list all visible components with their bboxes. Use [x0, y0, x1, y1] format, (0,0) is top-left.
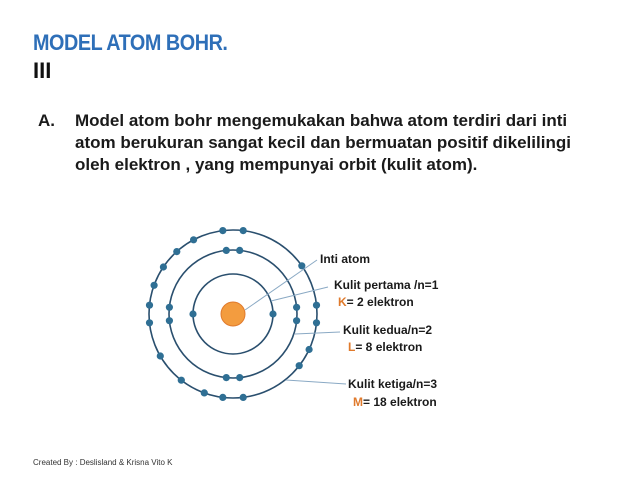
- slide-title: MODEL ATOM BOHR.: [33, 30, 228, 55]
- electron-l-3: [236, 374, 243, 381]
- label-shell-m-count: [353, 395, 437, 409]
- label-nucleus: Inti atom: [320, 252, 370, 266]
- pointer-line-k: [271, 287, 328, 301]
- pointer-line-m: [286, 380, 346, 384]
- electron-l-6: [293, 317, 300, 324]
- electron-l-1: [236, 247, 243, 254]
- electron-l-7: [166, 317, 173, 324]
- pointer-line-l: [295, 332, 340, 334]
- pointer-line-nucleus: [245, 260, 317, 310]
- electron-k-2: [189, 310, 196, 317]
- footer-credit: Created By : Deslisland & Krisna Vito K: [33, 458, 173, 467]
- electron-l-8: [166, 304, 173, 311]
- electron-m-14: [313, 302, 320, 309]
- letter-l: L: [348, 340, 356, 354]
- letter-m: M: [353, 395, 363, 409]
- electron-m-17: [296, 362, 303, 369]
- list-item-text: Model atom bohr mengemukakan bahwa atom terdiri dari inti atom berukuran sangat kecil dan bermuatan positif dikelilingi oleh elektron , yang mempunyai orbit (kulit atom).: [75, 111, 571, 174]
- electron-l-5: [293, 304, 300, 311]
- label-shell-l: Kulit kedua/n=2: [343, 323, 433, 337]
- list-marker: A.: [38, 111, 55, 130]
- electron-m-16: [306, 346, 313, 353]
- count-l: = 8 elektron: [355, 340, 423, 354]
- section-number: III: [33, 58, 52, 83]
- electron-m-6: [151, 282, 158, 289]
- electron-m-7: [146, 319, 153, 326]
- count-m: = 18 elektron: [363, 395, 437, 409]
- electron-m-9: [157, 352, 164, 359]
- label-shell-m: Kulit ketiga/n=3: [348, 377, 438, 391]
- electron-m-4: [173, 248, 180, 255]
- electron-k-1: [269, 310, 276, 317]
- electron-m-12: [219, 394, 226, 401]
- label-shell-k: Kulit pertama /n=1: [334, 278, 439, 292]
- nucleus: [221, 302, 245, 326]
- electron-l-4: [223, 374, 230, 381]
- electron-m-1: [240, 227, 247, 234]
- label-shell-k-count: [338, 295, 414, 309]
- electron-m-5: [160, 263, 167, 270]
- letter-k: K: [338, 295, 347, 309]
- electron-m-11: [201, 389, 208, 396]
- label-shell-l-count: [348, 340, 422, 354]
- electron-m-3: [190, 236, 197, 243]
- bohr-atom-diagram: [140, 222, 470, 412]
- electron-m-15: [313, 319, 320, 326]
- electron-m-13: [240, 394, 247, 401]
- count-k: = 2 elektron: [346, 295, 414, 309]
- electron-m-2: [219, 227, 226, 234]
- electron-m-10: [178, 377, 185, 384]
- electron-l-2: [223, 247, 230, 254]
- electron-m-8: [146, 302, 153, 309]
